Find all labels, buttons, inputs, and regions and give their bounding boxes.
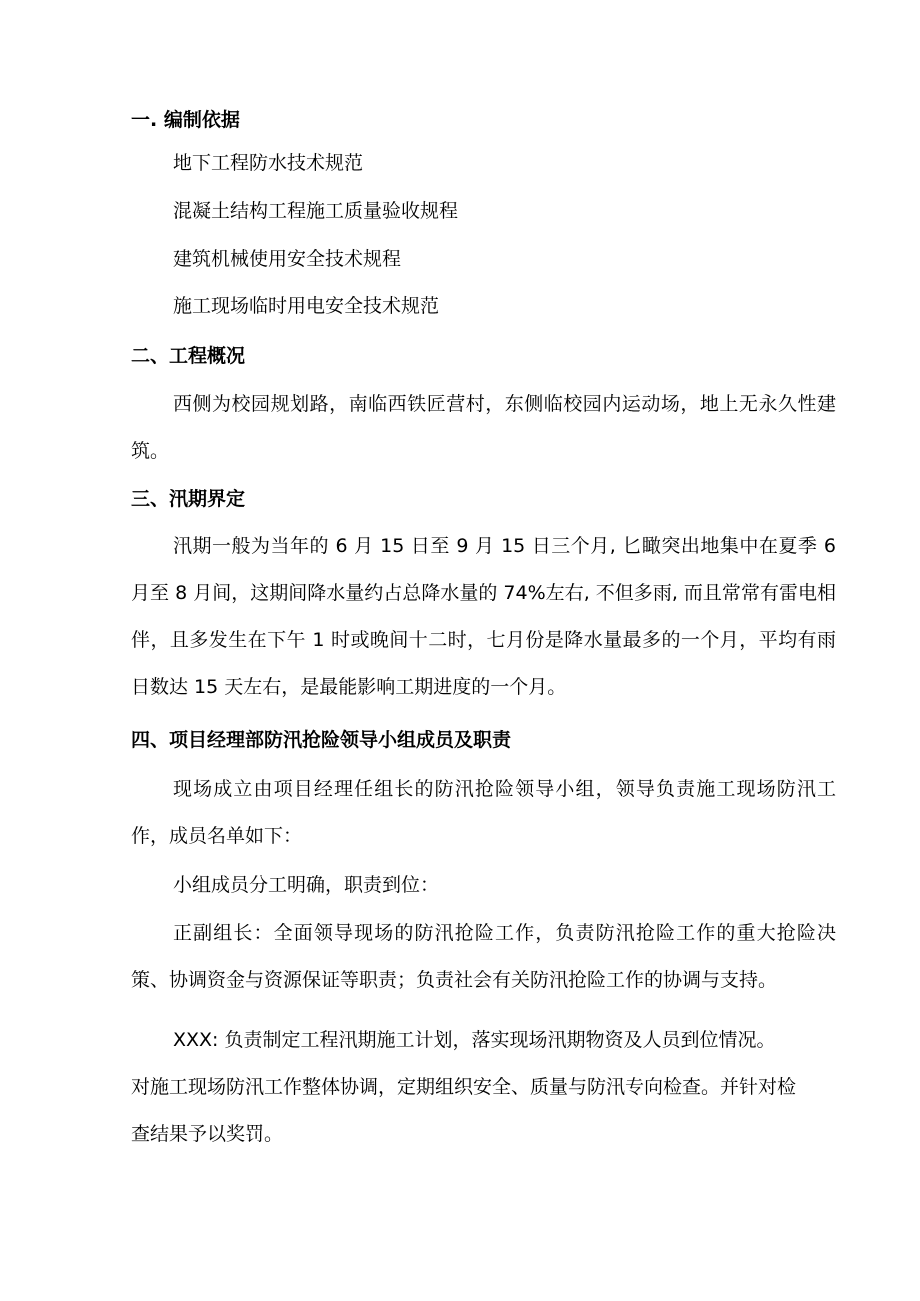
section-heading-flood-period: 三、汛期界定 — [131, 488, 246, 510]
basis-item: 建筑机械使用安全技术规程 — [173, 248, 402, 270]
section-heading-overview: 二、工程概况 — [131, 345, 246, 367]
flood-period-paragraph: 汛期一般为当年的 6 月 15 日至 9 月 15 日三个月, 匕瞰突出地集中在夏季 6 月至 8 月间，这期间降水量约占总降水量的 74%左右, 不但多雨, 而且常常有雷电相伴，且多发生在下午 1 时或晚间十二时，七月份是降水量最多的一个月，平均有雨日数达 15 天左右，是最能影响工期进度的一个月。 — [131, 535, 836, 698]
basis-item: 混凝土结构工程施工质量验收规程 — [173, 200, 459, 222]
team-duty-paragraph: 小组成员分工明确，职责到位： — [173, 874, 440, 896]
basis-item: 施工现场临时用电安全技术规范 — [173, 295, 440, 317]
section-heading-basis: 一. 编制依据 — [131, 109, 240, 131]
leader-duty-paragraph: 正副组长：全面领导现场的防汛抢险工作，负责防汛抢险工作的重大抢险决策、协调资金与资源保证等职责；负责社会有关防汛抢险工作的协调与支持。 — [131, 922, 836, 991]
basis-item: 地下工程防水技术规范 — [173, 152, 364, 174]
overview-paragraph: 西侧为校园规划路，南临西铁匠营村，东侧临校园内运动场，地上无永久性建筑。 — [131, 393, 836, 462]
xxx-duty-line: XXX: 负责制定工程汛期施工计划，落实现场汛期物资及人员到位情况。 — [173, 1029, 776, 1051]
team-intro-paragraph: 现场成立由项目经理任组长的防汛抢险领导小组，领导负责施工现场防汛工作，成员名单如下： — [131, 778, 836, 847]
section-heading-team: 四、项目经理部防汛抢险领导小组成员及职责 — [131, 729, 512, 751]
xxx-duty-line: 查结果予以奖罚。 — [131, 1123, 284, 1145]
xxx-duty-line: 对施工现场防汛工作整体协调，定期组织安全、质量与防汛专向检查。并针对检 — [131, 1076, 797, 1098]
